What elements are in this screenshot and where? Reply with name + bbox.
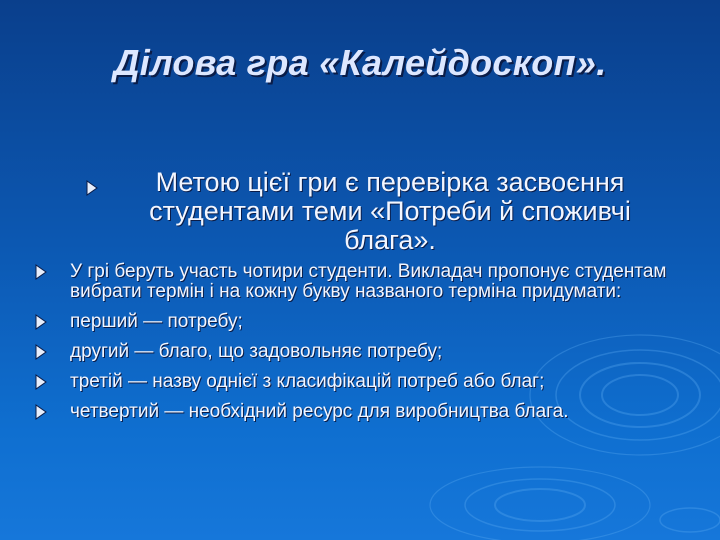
list-item-text: другий — благо, що задовольняє потребу;: [70, 341, 443, 362]
arrow-bullet-icon: [34, 374, 48, 395]
arrow-bullet-icon: [34, 314, 48, 335]
list-item-text: У грі беруть участь чотири студенти. Викладач пропонує студентам вибрати термін і на кожну букву названого терміна придумати:: [70, 261, 667, 302]
slide-title: Ділова гра «Калейдоскоп».: [113, 42, 607, 83]
arrow-bullet-icon: [85, 173, 99, 202]
arrow-bullet-icon: [34, 344, 48, 365]
list-item: [70, 372, 700, 392]
bullet-list: [70, 262, 700, 432]
list-item-text: третій — назву однієї з класифікацій потреб або благ;: [70, 371, 545, 392]
list-item-text: четвертий — необхідний ресурс для виробництва блага.: [70, 401, 569, 422]
arrow-bullet-icon: [34, 264, 48, 285]
list-item: [70, 312, 700, 332]
lead-bullet: [100, 168, 680, 255]
list-item: [70, 402, 700, 422]
list-item: [70, 262, 700, 302]
lead-bullet-text: Метою цієї гри є перевірка засвоєння студентами теми «Потреби й споживчі блага».: [149, 167, 631, 255]
list-item: [70, 342, 700, 362]
list-item-text: перший — потребу;: [70, 311, 243, 332]
arrow-bullet-icon: [34, 404, 48, 425]
